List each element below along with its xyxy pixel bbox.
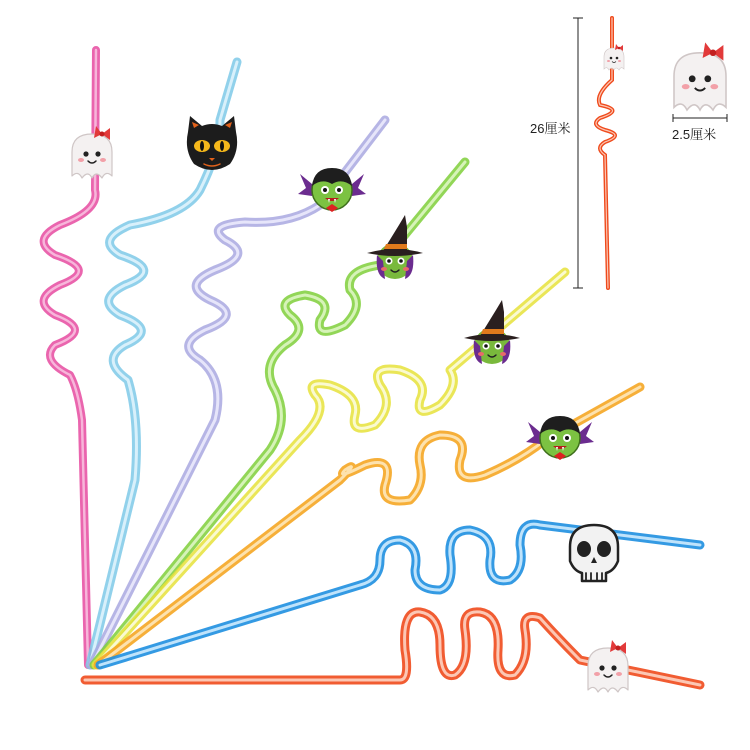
charm-width-label: 2.5厘米 xyxy=(672,127,717,142)
large-ghost-charm-icon xyxy=(674,42,726,110)
size-diagram xyxy=(573,18,727,288)
straw-length-label: 26厘米 xyxy=(530,121,571,136)
pink-straw xyxy=(44,50,112,665)
red-straw xyxy=(85,612,700,692)
ghost-charm-icon xyxy=(72,126,112,178)
green-straw xyxy=(94,162,465,665)
vampire-charm-icon xyxy=(298,168,366,212)
ghost-charm-icon-2 xyxy=(588,640,628,692)
black-cat-charm-icon xyxy=(187,116,237,170)
skull-charm-icon xyxy=(570,525,618,581)
sample-ghost-icon xyxy=(604,44,624,70)
